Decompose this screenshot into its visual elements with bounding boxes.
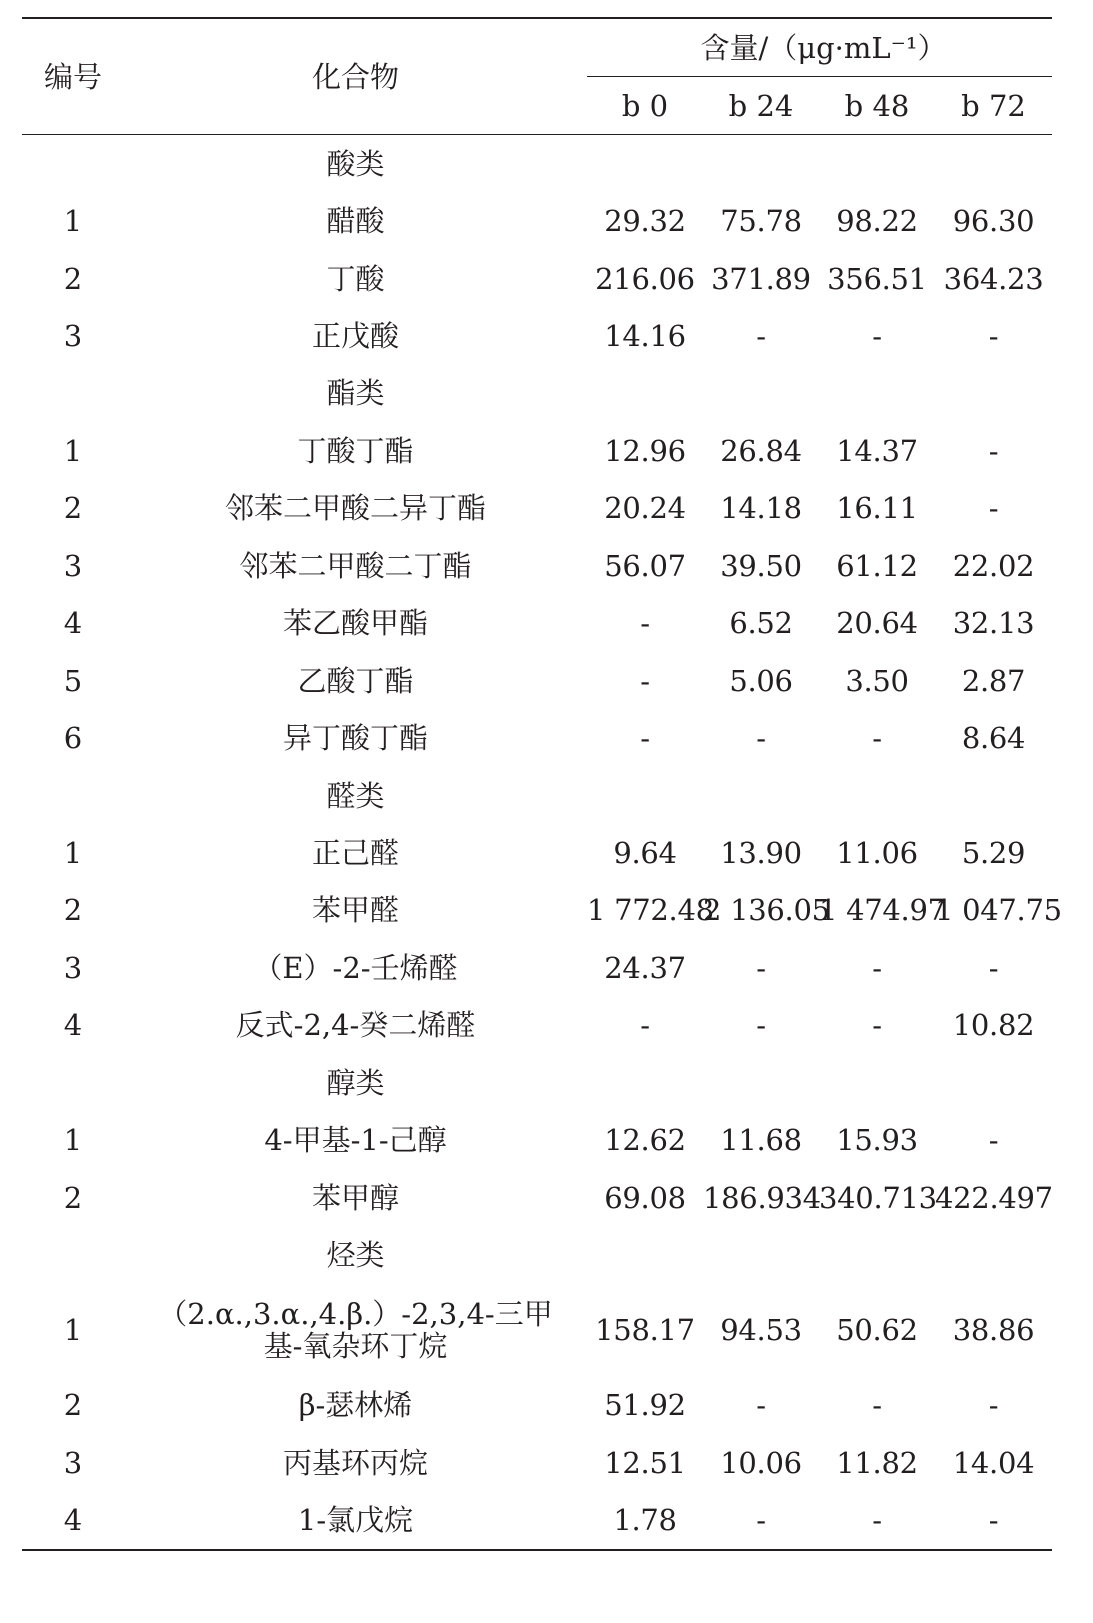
compound-name: （E）-2-壬烯醛 [253, 950, 458, 985]
content-value-b0: 1.78 [587, 1492, 703, 1550]
content-value-b72: 14.04 [952, 1445, 1035, 1480]
compound-name-cell [124, 824, 587, 881]
content-value-b72: 38.86 [952, 1313, 1035, 1348]
compound-name-cell [124, 939, 587, 996]
compound-name: 4-甲基-1-己醇 [264, 1123, 447, 1158]
table-row [22, 652, 1052, 709]
row-id: 2 [63, 1388, 83, 1423]
row-id: 1 [63, 1123, 83, 1158]
content-value-b72: - [988, 491, 999, 526]
row-id: 2 [63, 261, 83, 296]
content-value-b48: 340.713 [819, 1180, 937, 1215]
content-value-b24: 75.78 [720, 204, 802, 239]
content-value-b72: - [988, 1388, 999, 1423]
content-value-b48: 61.12 [836, 548, 918, 583]
content-value-b24: - [756, 319, 766, 354]
content-value-b72: - [935, 1492, 1052, 1550]
compound-name: 反式-2,4-癸二烯醛 [235, 1008, 476, 1043]
content-value-b0: 12.96 [604, 433, 686, 468]
compound-name: 邻苯二甲酸二丁酯 [239, 548, 472, 583]
table-row [22, 882, 1052, 939]
compound-name-cell [124, 1434, 587, 1491]
content-value-b48: 14.37 [836, 433, 918, 468]
compound-name: 异丁酸丁酯 [282, 721, 428, 756]
content-value-b72: 2.87 [961, 663, 1026, 698]
content-value-b72: 5.29 [961, 835, 1026, 870]
content-value-b24: 2 136.05 [703, 893, 830, 928]
table-body [22, 135, 1062, 1551]
group-header-spacer [22, 1054, 124, 1111]
content-value-b72: 32.13 [952, 606, 1035, 641]
group-name: 酸类 [326, 146, 385, 181]
header-time-72: b 72 [935, 77, 1052, 135]
content-value-b48: 20.64 [836, 606, 918, 641]
content-value-b24: 39.50 [720, 548, 802, 583]
group-header-spacer [22, 767, 124, 824]
content-value-b72: 10.82 [952, 1008, 1035, 1043]
content-value-b0: 158.17 [595, 1313, 695, 1348]
content-value-b24: 5.06 [729, 663, 793, 698]
content-value-b48: - [872, 319, 882, 354]
content-value-b24: 94.53 [720, 1313, 802, 1348]
row-id: 3 [63, 319, 83, 354]
row-id: 3 [63, 1445, 83, 1480]
group-header-row [22, 135, 1052, 193]
content-value-b72: 1 047.75 [935, 893, 1062, 928]
content-value-b48: 15.93 [836, 1123, 918, 1158]
content-value-b24: 10.06 [720, 1445, 802, 1480]
content-value-b0: 56.07 [604, 548, 686, 583]
compound-name: 苯甲醛 [311, 893, 399, 928]
table-row [22, 595, 1052, 652]
compound-name-cell [124, 1284, 587, 1377]
content-value-b0: - [640, 606, 650, 641]
compound-name-cell [124, 997, 587, 1054]
compound-name-cell [124, 1111, 587, 1168]
content-value-b72: 96.30 [952, 204, 1035, 239]
row-id: 1 [63, 835, 83, 870]
content-value-b0: 29.32 [604, 204, 686, 239]
group-header-filler [587, 135, 1052, 193]
compound-name-cell [124, 192, 587, 249]
compound-name: 丁酸 [326, 261, 385, 296]
table-row [22, 1492, 1052, 1550]
content-value-b0: 51.92 [604, 1388, 686, 1423]
compound-name-cell [124, 709, 587, 766]
compound-name: 醋酸 [326, 204, 385, 239]
table-row [22, 1434, 1052, 1491]
content-value-b24: - [756, 721, 766, 756]
content-value-b48: 3.50 [845, 663, 909, 698]
content-value-b24: - [756, 1388, 766, 1423]
header-content-group [587, 18, 1052, 77]
content-value-b24: - [756, 1008, 766, 1043]
header-compound: 化合物 [124, 18, 587, 135]
compound-name-cell [124, 1169, 587, 1226]
row-id: 1 [63, 1313, 83, 1348]
content-value-b24: 371.89 [711, 261, 811, 296]
content-value-b48: 1 474.97 [819, 893, 946, 928]
content-value-b0: 9.64 [613, 835, 677, 870]
content-value-b0: 12.62 [604, 1123, 686, 1158]
row-id: 5 [63, 663, 83, 698]
content-value-b0: - [640, 1008, 650, 1043]
content-value-b48: 11.82 [836, 1445, 918, 1480]
compound-name: 丙基环丙烷 [282, 1445, 428, 1480]
table-row [22, 997, 1052, 1054]
header-id: 编号 [22, 18, 124, 135]
group-header-row [22, 365, 1052, 422]
group-name: 烃类 [326, 1238, 385, 1273]
compound-name: β-瑟林烯 [298, 1388, 413, 1423]
table-row [22, 1111, 1052, 1168]
compound-content-table [22, 17, 1062, 1551]
compound-name-cell [124, 595, 587, 652]
row-id: 4 [22, 1492, 124, 1550]
compound-name-cell [124, 882, 587, 939]
group-header-row [22, 1054, 1052, 1111]
content-value-b0: 12.51 [604, 1445, 686, 1480]
compound-name-cell [124, 480, 587, 537]
row-id: 3 [63, 950, 83, 985]
compound-name: 乙酸丁酯 [297, 663, 414, 698]
content-value-b72: - [988, 433, 999, 468]
header-content-label: 含量/（μg·mL⁻¹） [700, 30, 947, 65]
group-header-filler [587, 1226, 1052, 1283]
content-value-b48: - [819, 1492, 935, 1550]
compound-name-cell [124, 537, 587, 594]
content-value-b72: 364.23 [943, 261, 1044, 296]
row-id: 1 [63, 433, 83, 468]
content-value-b72: 22.02 [952, 548, 1035, 583]
table-header [22, 18, 1052, 135]
content-value-b48: 50.62 [836, 1313, 918, 1348]
group-header-filler [587, 365, 1052, 422]
content-value-b24: - [703, 1492, 819, 1550]
compound-name-cell [124, 1377, 587, 1434]
table-row [22, 422, 1052, 479]
content-value-b0: 216.06 [595, 261, 695, 296]
table-row [22, 939, 1052, 996]
content-value-b0: 24.37 [604, 950, 686, 985]
group-header-filler [587, 767, 1052, 824]
row-id: 2 [63, 491, 83, 526]
table-row [22, 192, 1052, 249]
content-value-b24: 11.68 [720, 1123, 802, 1158]
row-id: 2 [63, 893, 83, 928]
content-value-b24: 14.18 [720, 491, 802, 526]
group-header-filler [587, 1054, 1052, 1111]
table-row [22, 250, 1052, 307]
table-row [22, 1377, 1052, 1434]
group-name: 醛类 [326, 778, 385, 813]
group-header-spacer [22, 135, 124, 193]
compound-name: 1-氯戊烷 [297, 1503, 414, 1538]
group-header-row [22, 1226, 1052, 1283]
row-id: 2 [63, 1180, 83, 1215]
group-header-row [22, 767, 1052, 824]
row-id: 4 [63, 606, 83, 641]
content-value-b24: 6.52 [729, 606, 793, 641]
content-value-b48: 16.11 [836, 491, 918, 526]
compound-name: 正己醛 [311, 835, 399, 870]
table-row [22, 537, 1052, 594]
content-value-b0: 1 772.48 [587, 893, 714, 928]
content-value-b48: - [872, 1008, 882, 1043]
table-row [22, 307, 1052, 364]
header-time-48: b 48 [819, 77, 935, 135]
content-value-b0: 20.24 [604, 491, 686, 526]
table-row [22, 1169, 1052, 1226]
row-id: 6 [63, 721, 83, 756]
compound-name: 丁酸丁酯 [297, 433, 414, 468]
content-value-b0: 69.08 [604, 1180, 686, 1215]
compound-name-cell [124, 307, 587, 364]
compound-name-cell [124, 652, 587, 709]
content-value-b48: 11.06 [836, 835, 918, 870]
content-value-b24: 186.934 [703, 1180, 821, 1215]
compound-name: 邻苯二甲酸二异丁酯 [224, 491, 486, 526]
table-row [22, 480, 1052, 537]
content-value-b48: - [872, 950, 882, 985]
content-value-b24: - [756, 950, 766, 985]
row-id: 1 [63, 204, 83, 239]
content-value-b48: - [872, 1388, 882, 1423]
table-row [22, 709, 1052, 766]
content-value-b48: 356.51 [827, 261, 927, 296]
content-value-b72: - [988, 950, 999, 985]
content-value-b0: - [640, 721, 650, 756]
group-header-spacer [22, 365, 124, 422]
content-value-b0: 14.16 [604, 319, 686, 354]
content-value-b24: 26.84 [720, 433, 802, 468]
row-id: 3 [63, 548, 83, 583]
group-header-spacer [22, 1226, 124, 1283]
header-time-24: b 24 [703, 77, 819, 135]
content-value-b24: 13.90 [720, 835, 802, 870]
compound-name: 苯甲醇 [311, 1180, 399, 1215]
content-value-b48: 98.22 [836, 204, 918, 239]
group-name: 酯类 [326, 376, 385, 411]
row-id: 4 [63, 1008, 83, 1043]
compound-name: 正戊酸 [311, 319, 399, 354]
table-row [22, 1284, 1052, 1377]
content-value-b0: - [640, 663, 650, 698]
content-value-b72: 422.497 [935, 1180, 1053, 1215]
compound-name-cell [124, 1492, 587, 1550]
header-time-0: b 0 [587, 77, 703, 135]
compound-name-cell [124, 422, 587, 479]
content-value-b48: - [872, 721, 882, 756]
table-row [22, 824, 1052, 881]
compound-name-cell [124, 250, 587, 307]
compound-name: 苯乙酸甲酯 [282, 606, 428, 641]
compound-name: （2.α.,3.α.,4.β.）-2,3,4-三甲基-氧杂环丁烷 [158, 1297, 553, 1364]
content-value-b72: - [988, 1123, 999, 1158]
content-value-b72: 8.64 [961, 721, 1026, 756]
content-value-b72: - [988, 319, 999, 354]
group-name: 醇类 [326, 1065, 385, 1100]
